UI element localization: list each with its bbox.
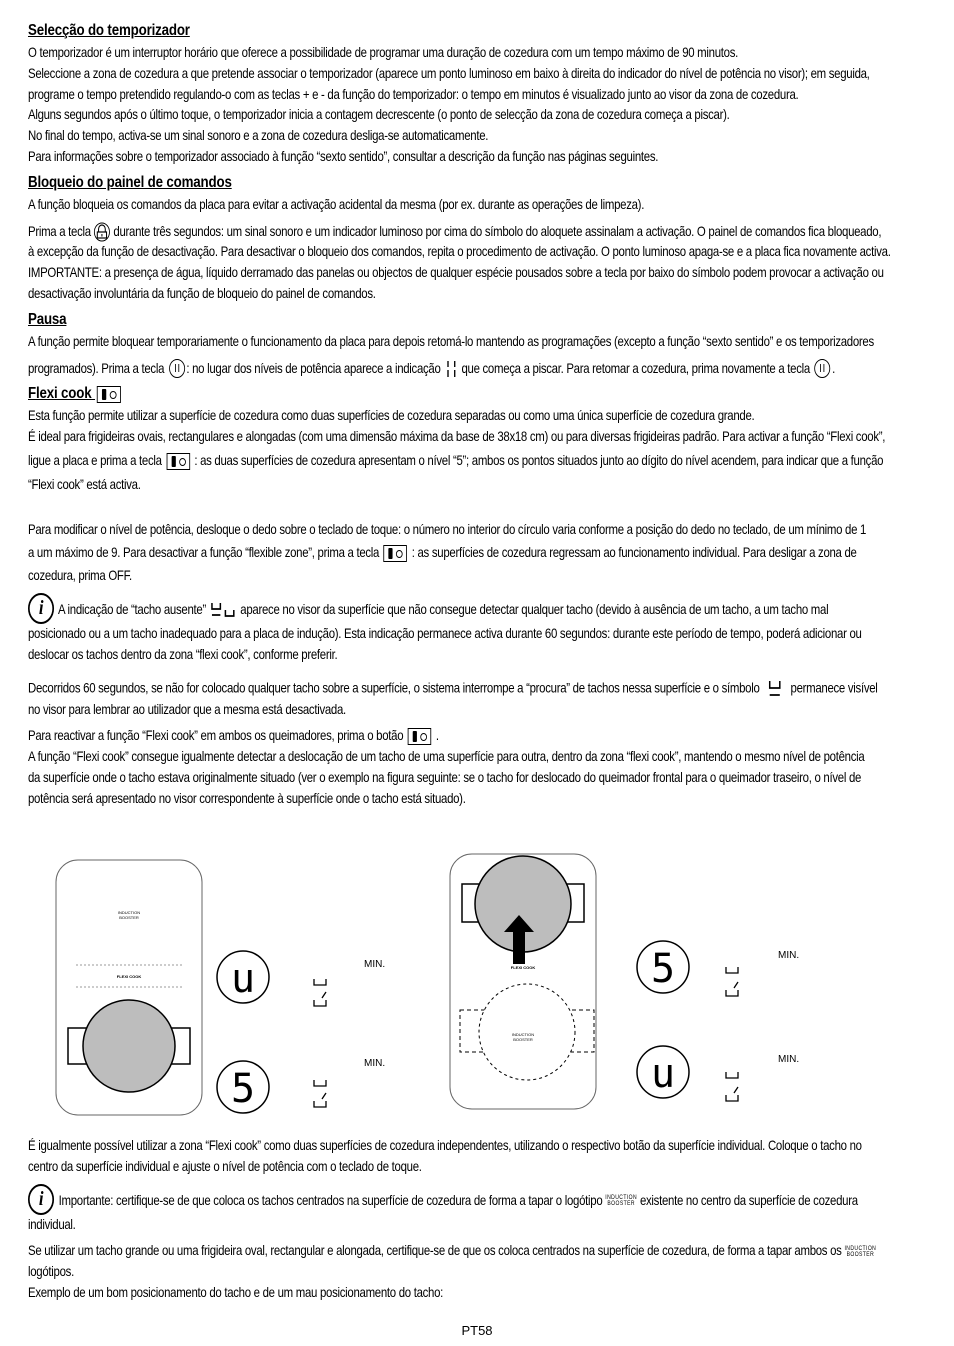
flexi-p11-line (28, 678, 926, 700)
after-p3b: existente no centro da superfície de cozedura (639, 1192, 858, 1208)
lock-section-title: Bloqueio do painel de comandos (28, 173, 232, 191)
after-figure-text (28, 1136, 926, 1304)
flexi-cook-icon-3 (384, 545, 408, 562)
pause-p2c: que começa a piscar. Para retomar a cozedura, prima novamente a tecla (461, 360, 810, 376)
timer-p1: O temporizador é um interruptor horário que oferece a possibilidade de programar uma duração de cozedura com um tempo máximo de 90 minutos. (28, 45, 738, 60)
flexi-cook-icon-2 (166, 453, 190, 470)
induction-booster-logo: INDUCTION BOOSTER (605, 1195, 638, 1207)
svg-text:INDUCTION: INDUCTION (511, 1032, 535, 1037)
flexi-p11a: Decorridos 60 segundos, se não for colocado qualquer tacho sobre a superfície, o sistema interrompe a “procura” de tachos nessa superfície e o símbolo (28, 680, 760, 696)
flexi-p8-line (28, 593, 926, 624)
after-p5-line (28, 1241, 926, 1262)
right-top-digit: 5 (650, 946, 676, 992)
right-min-1: MIN. (778, 950, 800, 961)
lock-p3: à excepção da função de desactivação. Para desactivar o bloqueio dos comandos, repita o procedimento de activação. O ponto luminoso apaga-se e a placa fica novamente activa. (28, 244, 891, 260)
flexi-title-text: Flexi cook (28, 385, 92, 403)
flexi-p3a: ligue a placa e prima a tecla (28, 452, 162, 468)
flexi-p10: deslocar os tachos dentro da zona “flexi cook”, conforme preferir. (28, 646, 338, 662)
lock-p2-line (28, 222, 926, 243)
flexi-p15: da superfície onde o tacho estava originalmente situado (ver o exemplo na figura seguinte: se o tacho for deslocado do queimador frontal para o queimador traseiro, o nível de (28, 769, 862, 785)
induction-booster-logo-2: INDUCTION BOOSTER (844, 1245, 877, 1258)
flexi-cook-icon (97, 386, 121, 403)
flexi-p5: Para modificar o nível de potência, desloque o dedo sobre o teclado de toque: o número no interior do círculo varia conforme a posição do dedo no teclado, de um mínimo de 1 (28, 521, 867, 537)
left-pan (83, 1000, 175, 1092)
flexi-p14: A função “Flexi cook” consegue igualmente detectar a deslocação de um tacho de uma superfície para outra, dentro da zona “flexi cook”, mantendo o mesmo nível de potência (28, 749, 865, 765)
flexi-p6-line (28, 543, 926, 564)
flexi-p8a: A indicação de “tacho ausente” (57, 601, 206, 617)
left-hob-diagram (56, 860, 385, 1115)
pause-p1: A função permite bloquear temporariamente o funcionamento da placa para depois retomá-lo mantendo as programações (excepto a função “sexto sentido” e os temporizadores (28, 333, 874, 349)
flexi-p16: potência será apresentado no visor correspondente à superfície onde o tacho está situado). (28, 790, 466, 806)
pause-indicator-icon (443, 359, 458, 379)
after-p7: Exemplo de um bom posicionamento do tacho e de um mau posicionamento do tacho: (28, 1284, 444, 1300)
after-p1: É igualmente possível utilizar a zona “Flexi cook” como duas superfícies de cozedura independentes, utilizando o respectivo botão da superfície individual. Coloque o tacho no (28, 1138, 862, 1153)
flexi-p8b: aparece no visor da superfície que não consegue detectar qualquer tacho (devido à ausência de um tacho, a um tacho mal (240, 601, 829, 617)
lock-p1: A função bloqueia os comandos da placa para evitar a activação acidental da mesma (por ex. durante as operações de limpeza). (28, 196, 645, 212)
after-p6: logótipos. (28, 1264, 74, 1280)
left-min-2: MIN. (364, 1058, 386, 1069)
timer-p5: No final do tempo, activa-se um sinal sonoro e a zona de cozedura desliga-se automaticamente. (28, 128, 489, 144)
flexi-p7: cozedura, prima OFF. (28, 568, 132, 584)
right-flexi-label: FLEXI COOK (510, 965, 536, 970)
timer-p4: Alguns segundos após o último toque, o temporizador inicia a contagem decrescente (o ponto de selecção da zona de cozedura começa a piscar). (28, 107, 730, 123)
no-pan-icon (209, 600, 238, 620)
timer-p2: Seleccione a zona de cozedura a que pretende associar o temporizador (aparece um ponto luminoso em baixo à direita do indicador do nível de potência no visor); em seguida, (28, 65, 870, 81)
svg-text:BOOSTER: BOOSTER (119, 915, 139, 920)
timer-p3: programe o tempo pretendido regulando-o com as teclas + e - da função do temporizador: o tempo em minutos é visualizado junto ao visor da zona de cozedura. (28, 86, 799, 102)
flexi-p6b: : as superfícies de cozedura regressam ao funcionamento individual. Para desligar a zona de (411, 545, 857, 561)
right-min-2: MIN. (778, 1054, 800, 1065)
after-p4: individual. (28, 1216, 76, 1232)
flexi-cook-figure (28, 852, 926, 1132)
flexi-cook-icon-4 (408, 728, 432, 745)
pause-p2a: programados). Prima a tecla (28, 360, 165, 376)
pause-section-title: Pausa (28, 310, 67, 328)
flexi-section-title (28, 385, 800, 403)
svg-text:BOOSTER: BOOSTER (513, 1037, 533, 1042)
after-p3a: Importante: certifique-se de que coloca os tachos centrados na superfície de cozedura de forma a tapar o logótipo (58, 1192, 603, 1208)
lock-p2b: durante três segundos: um sinal sonoro e um indicador luminoso por cima do símbolo do aloquete assinalam a activação. O painel de comandos fica bloqueado, (113, 223, 882, 239)
left-logo-top: INDUCTION (117, 910, 141, 915)
left-flexi-label: FLEXI COOK (116, 974, 142, 979)
flexi-p12: no visor para lembrar ao utilizador que a mesma está desactivada. (28, 701, 346, 717)
pause-p2d: . (832, 360, 836, 376)
right-hob-diagram (450, 854, 799, 1109)
pause-p2-line (28, 359, 926, 380)
flexi-p3-line (28, 451, 926, 472)
flexi-p4: “Flexi cook” está activa. (28, 476, 141, 492)
left-top-digit: u (230, 956, 256, 1002)
page-number: PT58 (461, 1323, 493, 1338)
after-p3-line (28, 1184, 926, 1215)
pause-icon-2 (815, 359, 831, 378)
no-pan-symbol-icon (762, 678, 787, 700)
right-bottom-digit: u (650, 1051, 676, 1097)
flexi-p13a: Para reactivar a função “Flexi cook” em ambos os queimadores, prima o botão (28, 728, 404, 744)
flexi-p9: posicionado ou a um tacho inadequado para a placa de indução). Esta indicação permanece activa durante 60 segundos: durante este período de tempo, poderá adicionar ou (28, 625, 862, 641)
lock-p2a: Prima a tecla (28, 223, 91, 239)
flexi-p6a: a um máximo de 9. Para desactivar a função “flexible zone”, prima a tecla (28, 545, 380, 561)
info-icon-2: i (28, 1184, 54, 1215)
flexi-p2: É ideal para frigideiras ovais, rectangulares e alongadas (com uma dimensão máxima da base de 38x18 cm) ou para diversas frigideiras padrão. Para activar a função “Flexi cook”, (28, 429, 886, 445)
left-min-1: MIN. (364, 959, 386, 970)
flexi-p11b: permanece visível (790, 680, 878, 696)
after-p5a: Se utilizar um tacho grande ou uma frigideira oval, rectangular e alongada, certifique-se de que os coloca centrados na superfície de cozedura, de forma a tapar ambos os (28, 1243, 842, 1259)
left-bottom-digit: 5 (230, 1066, 256, 1112)
flexi-p13b: . (435, 728, 439, 744)
flexi-p13-line (28, 726, 926, 747)
lock-p5: desactivação involuntária da função de bloqueio do painel de comandos. (28, 285, 376, 301)
info-icon: i (28, 593, 54, 624)
page-content (28, 22, 926, 1300)
padlock-icon (94, 222, 111, 242)
pause-p2b: : no lugar dos níveis de potência aparece a indicação (186, 360, 441, 376)
after-p2: centro da superfície individual e ajuste o nível de potência com o teclado de toque. (28, 1158, 422, 1174)
timer-section-title: Selecção do temporizador (28, 22, 190, 39)
lock-p4: IMPORTANTE: a presença de água, líquido derramado das panelas ou objectos de qualquer espécie pousados sobre a tecla por baixo do símbolo podem provocar a activação ou (28, 265, 884, 281)
timer-p6: Para informações sobre o temporizador associado à função “sexto sentido”, consultar a descrição da função nas páginas seguintes. (28, 148, 659, 164)
flexi-p1: Esta função permite utilizar a superfície de cozedura como duas superfícies de cozedura separadas ou como uma única superfície de cozedura grande. (28, 408, 755, 424)
flexi-p3b: : as duas superfícies de cozedura apresentam o nível “5”; ambos os pontos situados junto ao dígito do nível acendem, para indicar que a função (194, 452, 884, 468)
pause-icon (169, 359, 185, 378)
